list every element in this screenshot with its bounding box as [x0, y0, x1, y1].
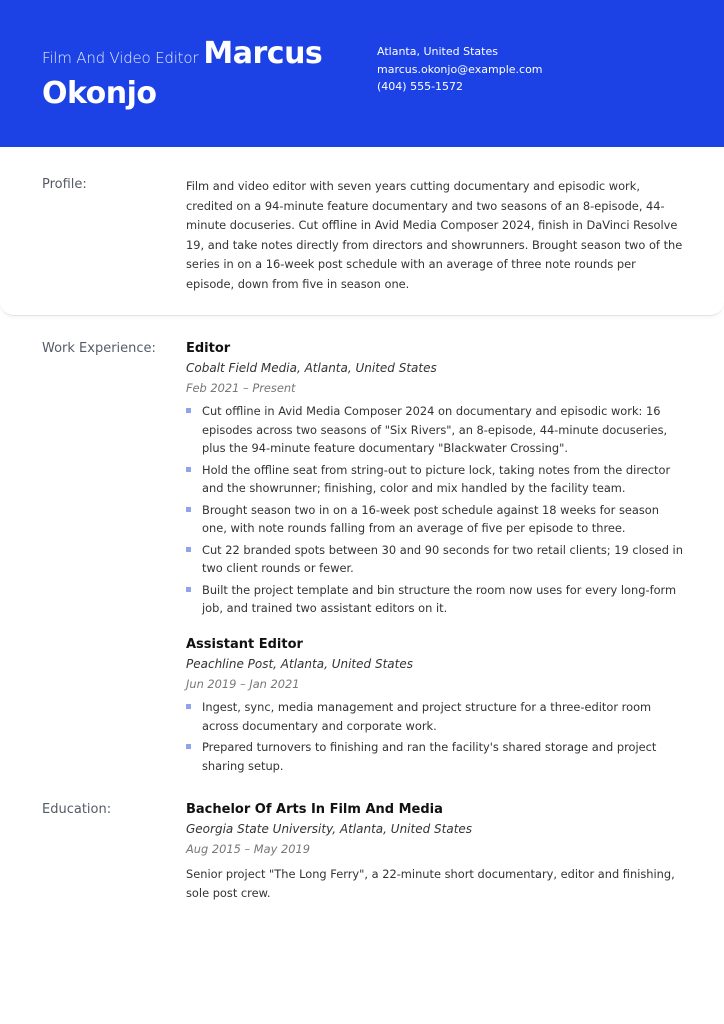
list-item: Prepared turnovers to finishing and ran the facility's shared storage and project sharing setup.: [186, 738, 686, 775]
list-item: Built the project template and bin structure the room now uses for every long-form job, and trained two assistant editors on it.: [186, 581, 686, 618]
profile-label: Profile:: [42, 177, 87, 192]
bullet-icon: [186, 408, 191, 413]
job-dates: Jun 2019 – Jan 2021: [186, 677, 300, 691]
degree-title: Bachelor Of Arts In Film And Media: [186, 802, 443, 817]
bullet-icon: [186, 547, 191, 552]
profile-section: [0, 147, 724, 316]
last-name: Okonjo: [42, 76, 157, 111]
bullet-icon: [186, 467, 191, 472]
list-item: Cut offline in Avid Media Composer 2024 on documentary and episodic work: 16 episodes across two seasons of "Six Rivers", an 8-episode, 44-minute docuseries, plus the 94-minute feature documentary "Blackwater Crossing".: [186, 402, 686, 458]
email-link[interactable]: marcus.okonjo@example.com: [377, 62, 543, 76]
work-experience-label: Work Experience:: [42, 341, 156, 356]
list-item: Brought season two in on a 16-week post schedule against 18 weeks for season one, with note rounds falling from an average of five per episode to three.: [186, 501, 686, 538]
job-title: Assistant Editor: [186, 637, 303, 652]
bullet-icon: [186, 704, 191, 709]
education-description: Senior project "The Long Ferry", a 22-minute short documentary, editor and finishing, sole post crew.: [186, 867, 675, 900]
bullet-icon: [186, 744, 191, 749]
job-company: Peachline Post, Atlanta, United States: [186, 657, 413, 671]
job-bullets: [186, 402, 686, 618]
resume-header: [0, 0, 724, 147]
list-item: Ingest, sync, media management and project structure for a three-editor room across documentary and corporate work.: [186, 698, 686, 735]
profile-text: Film and video editor with seven years cutting documentary and episodic work, credited on a 94-minute feature documentary and two seasons of an 8-episode, 44-minute docuseries. Cut offline in Avid Media Composer 2024, finish in DaVinci Resolve 19, and take notes directly from directors and showrunners. Brought season two of the series in on a 16-week post schedule with an average of three note rounds per episode, down from five in season one.: [186, 179, 683, 291]
education-label: Education:: [42, 802, 112, 817]
school-name: Georgia State University, Atlanta, United States: [186, 822, 473, 836]
name-block: [42, 36, 342, 112]
bullet-icon: [186, 587, 191, 592]
contact-info: [377, 43, 543, 96]
job-title: Editor: [186, 341, 231, 356]
first-name: Marcus: [203, 36, 323, 71]
job-entry: [186, 636, 686, 778]
location: Atlanta, United States: [377, 45, 498, 58]
phone: (404) 555-1572: [377, 80, 464, 93]
job-company: Cobalt Field Media, Atlanta, United States: [186, 361, 437, 375]
job-dates: Feb 2021 – Present: [186, 381, 296, 395]
job-bullets: [186, 698, 686, 775]
list-item: Cut 22 branded spots between 30 and 90 seconds for two retail clients; 19 closed in two client rounds or fewer.: [186, 541, 686, 578]
job-entry: [186, 340, 686, 621]
job-title: Film And Video Editor: [42, 49, 199, 67]
education-dates: Aug 2015 – May 2019: [186, 842, 310, 856]
education-entry: [186, 801, 686, 902]
bullet-icon: [186, 507, 191, 512]
list-item: Hold the offline seat from string-out to picture lock, taking notes from the director and the showrunner; finishing, color and mix handled by the facility team.: [186, 461, 686, 498]
